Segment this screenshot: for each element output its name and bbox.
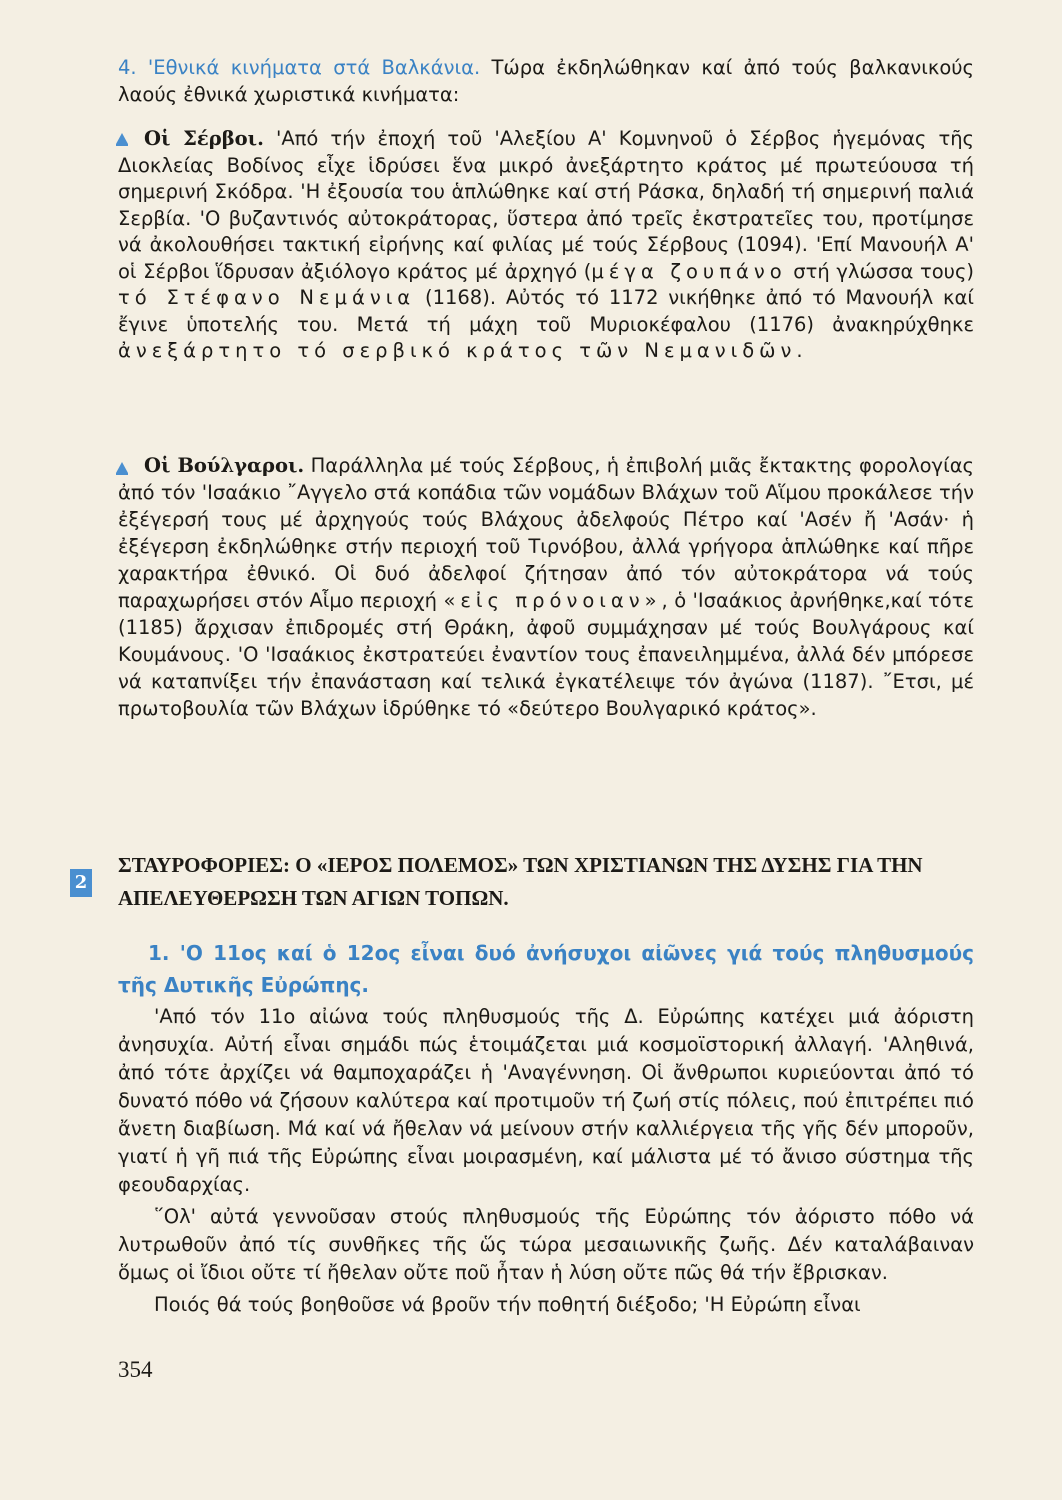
page-number: 354 xyxy=(118,1357,153,1382)
bulgars-title: Οἱ Βούλγαροι. xyxy=(144,454,305,477)
section-1-paragraph-3: Ποιός θά τούς βοηθοῦσε νά βροῦν τήν ποθητή διέξοδο; 'Η Εὐρώπη εἶναι xyxy=(154,1293,861,1316)
serbs-independent: ἀνεξάρτητο τό σερβικό κράτος τῶν Νεμανιδῶν. xyxy=(118,339,808,362)
chapter-title: ΣΤΑΥΡΟΦΟΡΙΕΣ: Ο «ΙΕΡΟΣ ΠΟΛΕΜΟΣ» ΤΩΝ ΧΡΙΣΤΙΑΝΩΝ ΤΗΣ ΔΥΣΗΣ ΓΙΑ ΤΗΝ ΑΠΕΛΕΥΘΕΡΩΣΗ ΤΩΝ ΑΓΙΩΝ ΤΟΠΩΝ. xyxy=(118,853,923,910)
serbs-zoupan: μέγα ζουπάνο xyxy=(591,259,787,283)
section-1-paragraph-1: 'Από τόν 11ο αἰώνα τούς πληθυσμούς τῆς Δ. Εὐρώπης κατέχει μιά ἀόριστη ἀνησυχία. Αὐτή εἶναι σημάδι πώς ἑτοιμάζεται μιά κοσμοϊστορική ἀλλαγή. 'Αληθινά, ἀπό τότε ἀρχίζει νά θαμποχαράζει ἡ 'Αναγέννηση. Οἱ ἄνθρωποι κυριεύονται ἀπό τό δυνατό πόθο νά ζήσουν καλύτερα καί προτιμοῦν τή ζωή στίς πόλεις, πού ἐπιτρέπει πιό ἄνετη διαβίωση. Μά καί νά ἤθελαν νά μείνουν στήν καλλιέργεια τῆς γῆς δέν μποροῦν, γιατί ἡ γῆ πιά τῆς Εὐρώπης εἶναι μοιρασμένη, καί μάλιστα μέ τό ἄνισο σύστημα τῆς φεουδαρχίας. xyxy=(118,1005,974,1196)
serbs-text-2: στή γλώσσα τους) xyxy=(786,259,974,283)
serbs-paragraph xyxy=(118,126,974,365)
serbs-text-1: 'Από τήν ἐποχή τοῦ 'Αλεξίου Α' Κομνηνοῦ ὁ Σέρβος ἡγεμόνας τῆς Διοκλείας Βοδίνος εἶχε ἱδρύσει ἕνα μικρό ἀνεξάρτητο κράτος μέ πρωτεύουσα τή σημερινή Σκόδρα. 'Η ἐξουσία του ἁπλώθηκε καί στή Ράσκα, δηλαδή τή σημερινή παλιά Σερβία. 'Ο βυζαντινός αὐτοκράτορας, ὕστερα ἀπό τρεῖς ἐκστρατεῖες του, προτίμησε νά ἀκολουθήσει τακτική εἰρήνης καί φιλίας μέ τούς Σέρβους (1094). 'Επί Μανουήλ Α' οἱ Σέρβοι ἵδρυσαν ἀξιόλογο κράτος μέ ἀρχηγό ( xyxy=(118,127,974,283)
section-4 xyxy=(118,55,974,108)
bulgars-pronoia: «εἰς πρόνοιαν» xyxy=(443,589,662,612)
bulgars-text-2: , ὁ 'Ισαάκιος ἀρνήθηκε,καί τότε (1185) ἄρχισαν ἐπιδρομές στή Θράκη, ἀφοῦ συμμάχησαν μέ τούς Βουλγάρους καί Κουμάνους. 'Ο 'Ισαάκιος ἐκστρατεύει ἐναντίον τους ἐπανειλημμένα, ἀλλά δέν μπόρεσε νά καταπνίξει τήν ἐπανάσταση καί τελικά ἐγκατέλειψε τόν ἀγώνα (1187). ῎Ετσι, μέ πρωτοβουλία τῶν Βλάχων ἱδρύθηκε τό «δεύτερο Βουλγαρικό κράτος». xyxy=(118,589,974,720)
bulgars-paragraph xyxy=(118,452,974,722)
bulgars-text-1: Παράλληλα μέ τούς Σέρβους, ἡ ἐπιβολή μιᾶς ἔκτακτης φορολογίας ἀπό τόν 'Ισαάκιο ῎Αγγελο στά κοπάδια τῶν νομάδων Βλάχων τοῦ Αἵμου προκάλεσε τήν ἐξέγερσή τους μέ ἀρχηγούς τούς Βλάχους ἀδελφούς Πέτρο καί 'Ασέν ἤ 'Ασάν· ἡ ἐξέγερση ἐκδηλώθηκε στήν περιοχή τοῦ Τιρνόβου, ἀλλά γρήγορα ἁπλώθηκε καί πῆρε χαρακτήρα ἐθνικό. Οἱ δυό ἀδελφοί ζήτησαν ἀπό τόν αὐτοκράτορα νά τούς παραχωρήσει στόν Αἷμο περιοχή xyxy=(118,454,974,612)
section-1-heading: 1. 'Ο 11ος καί ὁ 12ος εἶναι δυό ἀνήσυχοι αἰῶνες γιά τούς πληθυσμούς τῆς Δυτικῆς Εὐρώπης. xyxy=(118,941,974,997)
section-4-heading: 4. 'Εθνικά κινήματα στά Βαλκάνια. xyxy=(118,56,481,79)
section-1-body xyxy=(118,1003,974,1319)
serbs-text-3: (1168). Αὐτός τό 1172 νικήθηκε ἀπό τό Μανουήλ καί ἔγινε ὑποτελής του. Μετά τή μάχη τοῦ Μυριοκέφαλου (1176) ἀνακηρύχθηκε xyxy=(118,286,974,336)
section-1-heading-block xyxy=(118,937,974,1001)
chapter-number-badge: 2 xyxy=(70,869,92,897)
serbs-title: Οἱ Σέρβοι. xyxy=(144,127,264,150)
serbs-stefan: τό Στέφανο Νεμάνια xyxy=(118,286,416,309)
section-1-paragraph-2: ῞Ολ' αὐτά γεννοῦσαν στούς πληθυσμούς τῆς Εὐρώπης τόν ἀόριστο πόθο νά λυτρωθοῦν ἀπό τίς συνθῆκες τῆς ὥς τώρα μεσαιωνικῆς ζωῆς. Δέν καταλάβαιναν ὅμως οἱ ἴδιοι οὔτε τί ἤθελαν οὔτε ποῦ ἦταν ἡ λύση οὔτε πῶς θά τήν ἔβρισκαν. xyxy=(118,1205,974,1284)
section-4-intro: Τώρα ἐκδηλώθηκαν καί ἀπό τούς βαλκανικούς λαούς ἐθνικά χωριστικά κινήματα: xyxy=(118,56,974,106)
